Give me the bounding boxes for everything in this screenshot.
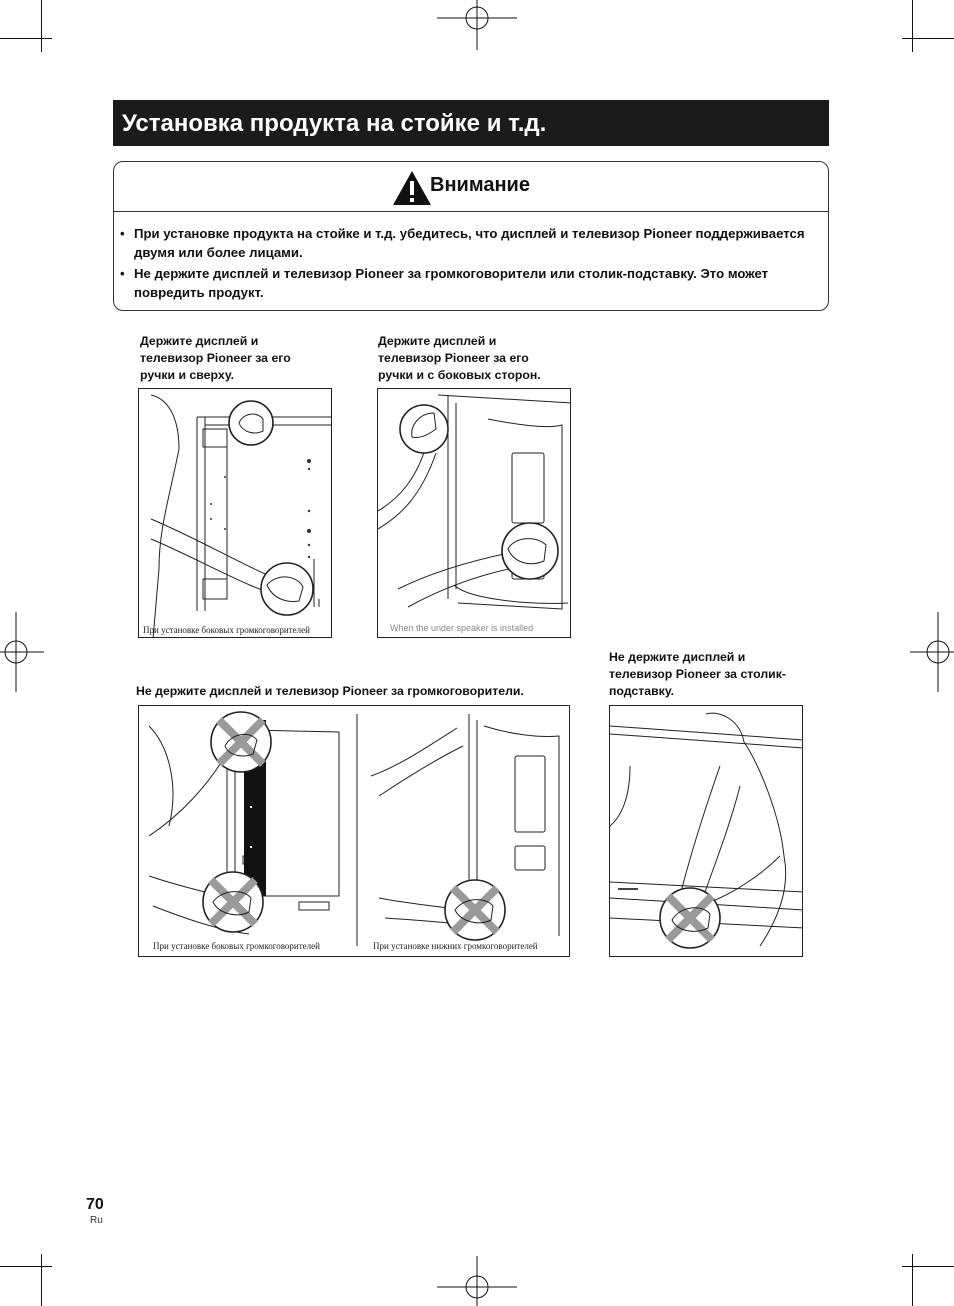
figure-label-left: При установке боковых громкоговорителей bbox=[153, 941, 320, 951]
figure-caption-no-stand: Не держите дисплей и телевизор Pioneer за столик-подставку. bbox=[609, 650, 786, 698]
illustration-no-stand bbox=[610, 706, 803, 957]
prohibited-cross-icon bbox=[211, 712, 271, 772]
registration-mark-top bbox=[437, 0, 517, 50]
prohibited-cross-icon bbox=[660, 888, 720, 948]
illustration-hold-sides bbox=[378, 389, 571, 638]
caution-item bbox=[120, 264, 820, 302]
page-number: 70 bbox=[86, 1196, 104, 1213]
warning-triangle-icon bbox=[392, 170, 432, 206]
caution-list bbox=[120, 224, 820, 304]
figure-no-stand bbox=[609, 705, 803, 957]
figure-label: При установке боковых громкоговорителей bbox=[143, 625, 310, 635]
registration-mark-right bbox=[910, 612, 954, 692]
bullet: • bbox=[120, 226, 125, 241]
figure-caption-no-speakers: Не держите дисплей и телевизор Pioneer за громкоговорители. bbox=[136, 684, 524, 698]
figure-caption-hold-sides: Держите дисплей и телевизор Pioneer за его ручки и с боковых сторон. bbox=[378, 334, 541, 382]
caution-item-text: При установке продукта на стойке и т.д. убедитесь, что дисплей и телевизор Pioneer поддерживается двумя или более лицами. bbox=[134, 226, 805, 260]
page-title: Установка продукта на стойке и т.д. bbox=[113, 100, 829, 146]
bullet: • bbox=[120, 266, 125, 281]
caution-header bbox=[114, 162, 828, 212]
figure-label-right: При установке нижних громкоговорителей bbox=[373, 941, 538, 951]
registration-mark-left bbox=[0, 612, 44, 692]
registration-mark-bottom bbox=[437, 1256, 517, 1306]
illustration-hold-top bbox=[139, 389, 332, 638]
caution-item-text: Не держите дисплей и телевизор Pioneer за громкоговорители или столик-подставку. Это может повредить продукт. bbox=[134, 266, 769, 300]
figure-caption-hold-top: Держите дисплей и телевизор Pioneer за его ручки и сверху. bbox=[140, 334, 291, 382]
figure-label: When the under speaker is installed bbox=[390, 623, 534, 633]
prohibited-cross-icon bbox=[203, 872, 263, 932]
caution-item bbox=[120, 224, 820, 262]
prohibited-cross-icon bbox=[445, 880, 505, 940]
caution-title: Внимание bbox=[430, 174, 530, 196]
figure-hold-top bbox=[138, 388, 332, 638]
caution-box bbox=[113, 161, 829, 311]
figure-hold-sides bbox=[377, 388, 571, 638]
illustration-no-speakers bbox=[139, 706, 570, 957]
page-language: Ru bbox=[90, 1215, 103, 1226]
figure-no-speakers bbox=[138, 705, 570, 957]
